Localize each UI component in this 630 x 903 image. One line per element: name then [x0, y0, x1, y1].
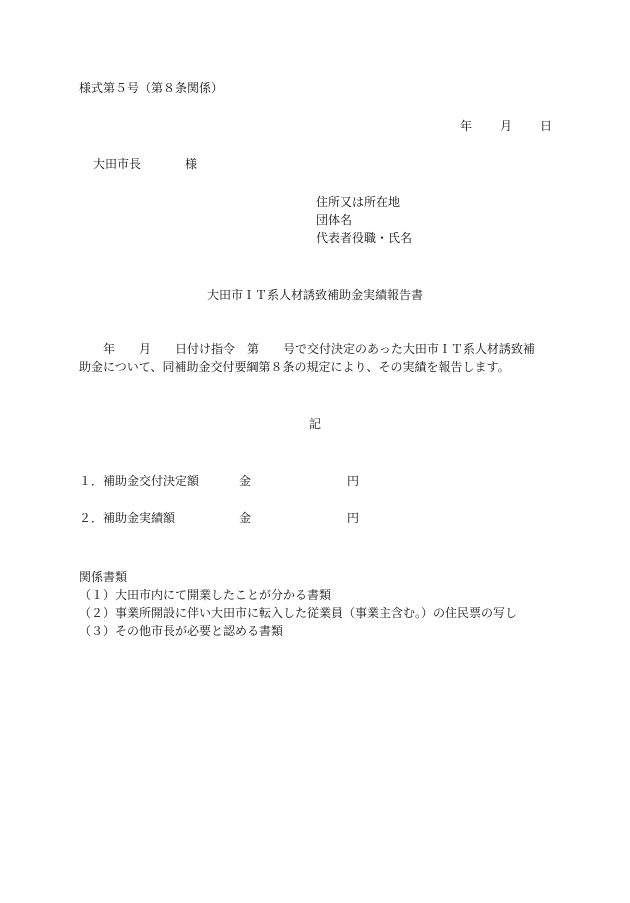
body-line-2: 助金について、同補助金交付要綱第８条の規定により、その実績を報告します。 [79, 360, 510, 374]
item-label: １．補助金交付決定額 [79, 474, 200, 488]
item-yen: 円 [347, 511, 360, 525]
ki-heading: 記 [308, 417, 321, 431]
date-year: 年 [460, 119, 473, 133]
related-doc-item: （３）その他市長が必要と認める書類 [79, 624, 284, 638]
applicant-representative: 代表者役職・氏名 [316, 231, 413, 245]
item-kin: 金 [239, 474, 252, 488]
form-number: 様式第５号（第８条関係） [79, 81, 224, 95]
date-month: 月 [500, 119, 513, 133]
applicant-organization: 団体名 [316, 213, 353, 227]
body-line-1: 年 月 日付け指令 第 号で交付決定のあった大田市ＩＴ系人材誘致補 [79, 342, 535, 356]
document-title: 大田市ＩＴ系人材誘致補助金実績報告書 [206, 288, 423, 302]
related-docs-heading: 関係書類 [79, 570, 128, 584]
related-documents [79, 568, 517, 640]
addressee-name: 大田市長 [93, 157, 142, 171]
item-grant-decision-amount [79, 473, 359, 489]
item-label: ２．補助金実績額 [79, 511, 176, 525]
date-line [460, 118, 552, 134]
body-text [79, 340, 549, 376]
related-doc-item: （２）事業所開設に伴い大田市に転入した従業員（事業主含む。）の住民票の写し [79, 606, 518, 620]
item-grant-actual-amount [79, 510, 359, 526]
applicant-address: 住所又は所在地 [316, 195, 401, 209]
date-day: 日 [540, 119, 553, 133]
item-kin: 金 [239, 511, 252, 525]
addressee-honorific: 様 [185, 157, 198, 171]
addressee [93, 156, 197, 172]
applicant-block [316, 193, 412, 247]
related-doc-item: （１）大田市内にて開業したことが分かる書類 [79, 588, 332, 602]
item-yen: 円 [347, 474, 360, 488]
